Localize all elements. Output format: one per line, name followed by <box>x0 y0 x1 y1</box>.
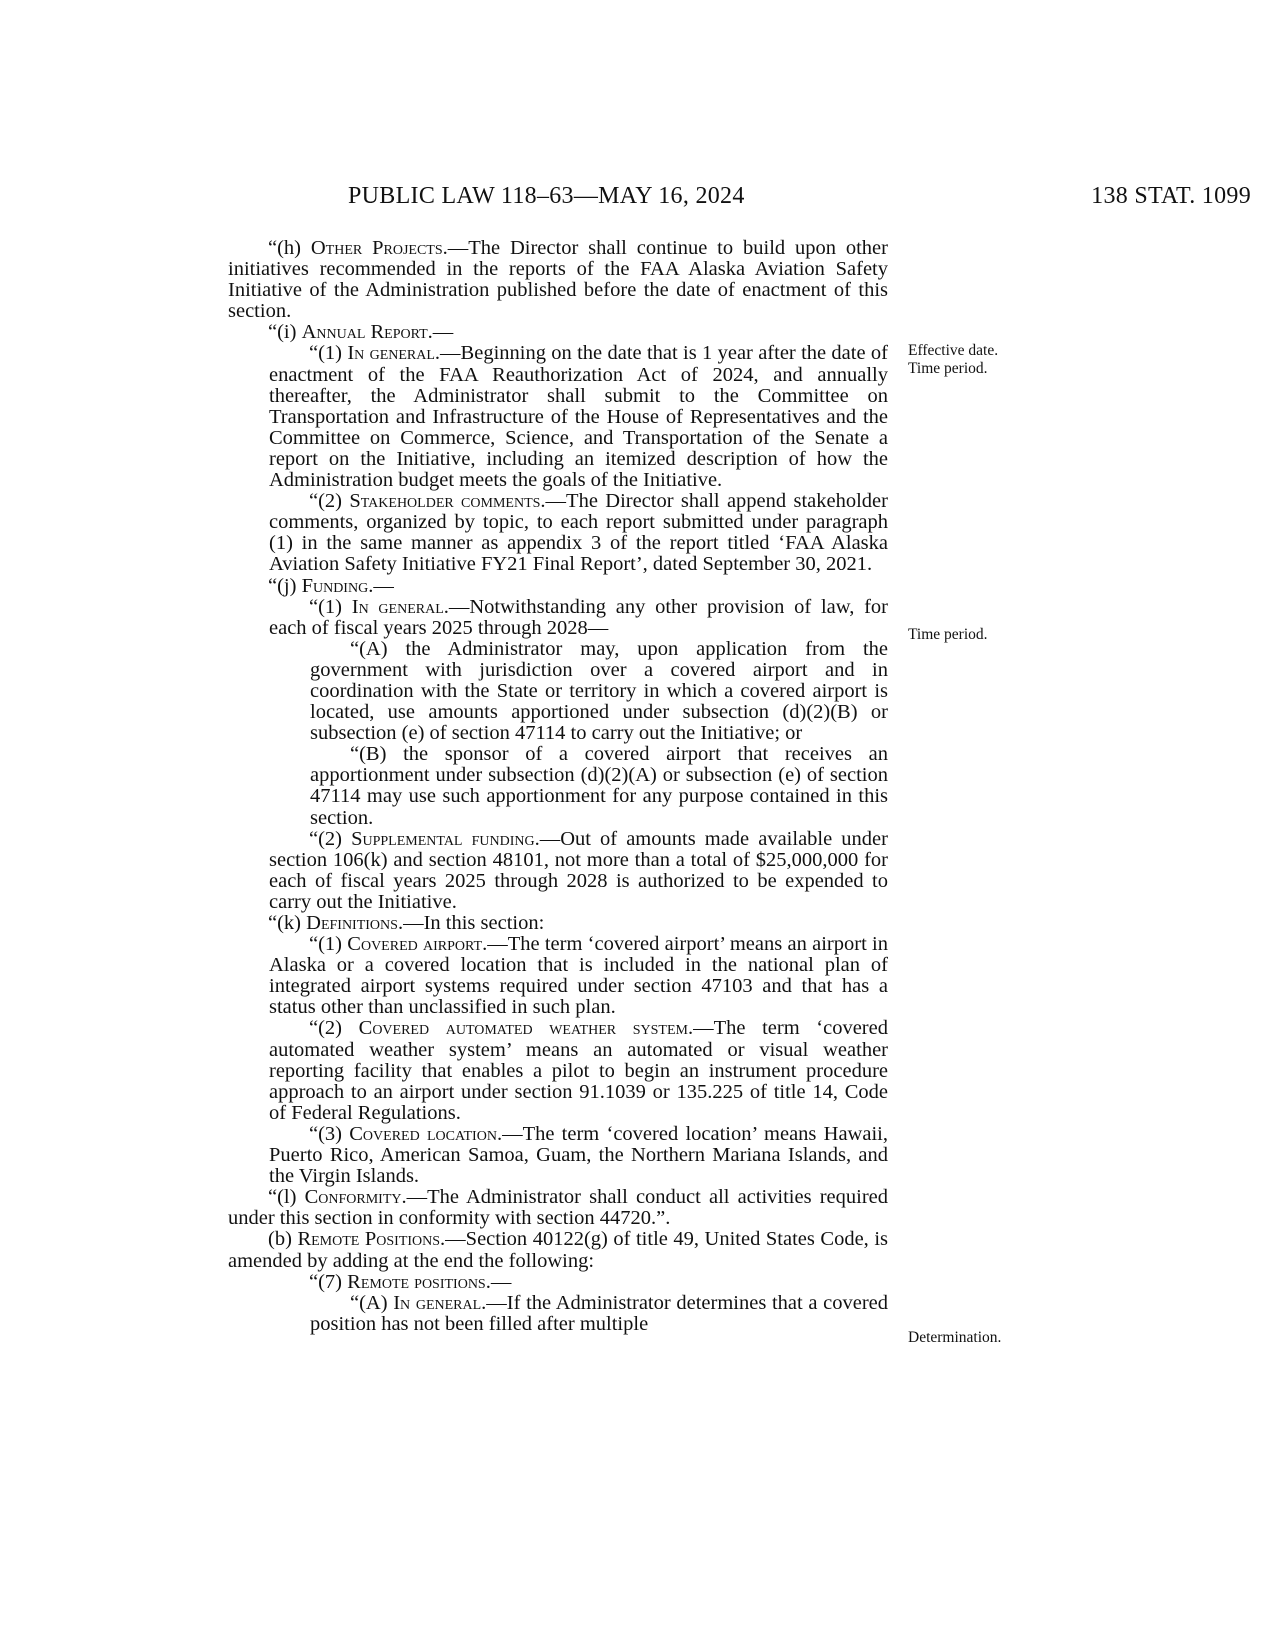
statute-text <box>228 238 888 1335</box>
paragraph-text: .—In this section: <box>397 912 545 934</box>
paragraph-text: .—The term ‘covered location’ means Hawaii, Puerto Rico, American Samoa, Guam, the Northern Mariana Islands, and the Virgin Islands. <box>269 1122 888 1188</box>
paragraph-open: “(i) <box>268 321 302 344</box>
paragraph-text: .—Beginning on the date that is 1 year after the date of enactment of the FAA Reauthorization Act of 2024, and annually thereafter, the Administrator shall submit to the Committee on Transportation and Infrastructure of the House of Representatives and the Committee on Commerce, Science, and Transportation of the Senate a report on the Initiative, including an itemized description of how the Administration budget meets the goals of the Initiative. <box>269 342 888 492</box>
paragraph-open: “(1) <box>309 342 348 365</box>
paragraph-j-1-B <box>228 744 888 828</box>
paragraph-text: .—Section 40122(g) of title 49, United States Code, is amended by adding at the end the following: <box>228 1228 888 1272</box>
paragraph-i <box>228 322 888 343</box>
paragraph-heading: In general <box>351 595 444 618</box>
paragraph-heading: In general <box>393 1291 482 1314</box>
paragraph-j-1 <box>228 597 888 639</box>
paragraph-open: “(1) <box>309 595 352 618</box>
paragraph-heading: Covered airport <box>347 933 483 956</box>
paragraph-open: “(3) <box>309 1122 350 1145</box>
paragraph-open: “(l) <box>268 1186 305 1209</box>
paragraph-heading: Supplemental funding <box>351 827 535 850</box>
paragraph-heading: Covered location <box>349 1122 497 1145</box>
margin-note-line: Time period. <box>908 626 988 643</box>
paragraph-i-2 <box>228 491 888 575</box>
paragraph-k-2 <box>228 1018 888 1123</box>
paragraph-text: .—The Director shall continue to build upon other initiatives recommended in the reports of the FAA Alaska Aviation Safety Initiative of the Administration published before the date of enactment of this section. <box>228 237 888 323</box>
paragraph-heading: Definitions <box>306 912 398 934</box>
paragraph-heading: Funding <box>301 574 369 597</box>
margin-note-line: Time period. <box>908 360 988 377</box>
paragraph-heading: In general <box>347 342 435 365</box>
paragraph-j <box>228 576 888 597</box>
paragraph-7-A <box>228 1293 888 1335</box>
paragraph-open: “(A) <box>350 1291 394 1314</box>
paragraph-text: .—The Director shall append stakeholder comments, organized by topic, to each report submitted under paragraph (1) in the same manner as appendix 3 of the report titled ‘FAA Alaska Aviation Safety Initiative FY21 Final Report’, dated September 30, 2021. <box>269 490 888 576</box>
margin-note <box>908 1329 1001 1347</box>
margin-note-line: Effective date. <box>908 342 999 359</box>
margin-note <box>908 342 998 378</box>
paragraph-k-1 <box>228 934 888 1018</box>
paragraph-open: “(2) <box>309 490 350 513</box>
paragraph-text: .—Notwithstanding any other provision of law, for each of fiscal years 2025 through 2028— <box>269 595 888 639</box>
paragraph-k-3 <box>228 1124 888 1187</box>
margin-note <box>908 626 988 644</box>
paragraph-j-2 <box>228 829 888 913</box>
paragraph-open: “(2) <box>309 1017 359 1040</box>
margin-note-line: Determination. <box>908 1329 1002 1346</box>
paragraph-heading: Conformity <box>304 1186 402 1209</box>
stat-page-number: 138 STAT. 1099 <box>1091 183 1251 209</box>
paragraph-open: “(1) <box>309 933 348 956</box>
paragraph-text: .—If the Administrator determines that a covered position has not been filled after multiple <box>310 1291 889 1335</box>
paragraph-open: (b) <box>268 1228 298 1251</box>
page-header <box>348 183 1251 215</box>
paragraph-heading: Annual Report <box>301 321 428 344</box>
paragraph-text: “(B) the sponsor of a covered airport that receives an apportionment under subsection (d)(2)(A) or subsection (e) of section 47114 may use such apportionment for any purpose contained in this section. <box>310 743 888 829</box>
paragraph-heading: Stakeholder comments <box>349 490 541 513</box>
paragraph-text: .— <box>427 321 454 344</box>
paragraph-i-1 <box>228 343 888 491</box>
paragraph-k <box>228 913 888 934</box>
running-head: PUBLIC LAW 118–63—MAY 16, 2024 <box>348 183 745 209</box>
paragraph-open: “(j) <box>268 574 302 597</box>
paragraph-text: .—The term ‘covered airport’ means an airport in Alaska or a covered location that is included in the national plan of integrated airport systems required under section 47103 and that has a status other than unclassified in such plan. <box>269 933 888 1019</box>
paragraph-open: “(7) <box>309 1270 348 1293</box>
paragraph-open: “(k) <box>268 912 307 934</box>
paragraph-open: “(2) <box>309 827 352 850</box>
paragraph-heading: Remote positions <box>347 1270 486 1293</box>
paragraph-heading: Covered automated weather system <box>358 1017 688 1040</box>
paragraph-text: .—Out of amounts made available under section 106(k) and section 48101, not more than a total of $25,000,000 for each of fiscal years 2025 through 2028 is authorized to be expended to carry out the Initiative. <box>269 827 888 913</box>
subsection-b <box>228 1229 888 1271</box>
paragraph-text: .—The term ‘covered automated weather system’ means an automated or visual weather reporting facility that enables a pilot to begin an instrument procedure approach to an airport under section 91.1039 or 135.225 of title 14, Code of Federal Regulations. <box>269 1017 888 1124</box>
paragraph-open: “(h) <box>268 237 311 259</box>
paragraph-heading: Other Projects <box>310 237 443 259</box>
paragraph-7 <box>228 1272 888 1293</box>
paragraph-h <box>228 238 888 322</box>
paragraph-l <box>228 1187 888 1229</box>
paragraph-heading: Remote Positions <box>297 1228 441 1251</box>
paragraph-text: .—The Administrator shall conduct all activities required under this section in conformity with section 44720.”. <box>228 1186 888 1230</box>
paragraph-text: .— <box>485 1270 512 1293</box>
paragraph-text: “(A) the Administrator may, upon application from the government with jurisdiction over a covered airport and in coordination with the State or territory in which a covered airport is located, use amounts apportioned under subsection (d)(2)(B) or subsection (e) of section 47114 to carry out the Initiative; or <box>310 637 888 745</box>
paragraph-j-1-A <box>228 639 888 744</box>
paragraph-text: .— <box>368 574 394 597</box>
